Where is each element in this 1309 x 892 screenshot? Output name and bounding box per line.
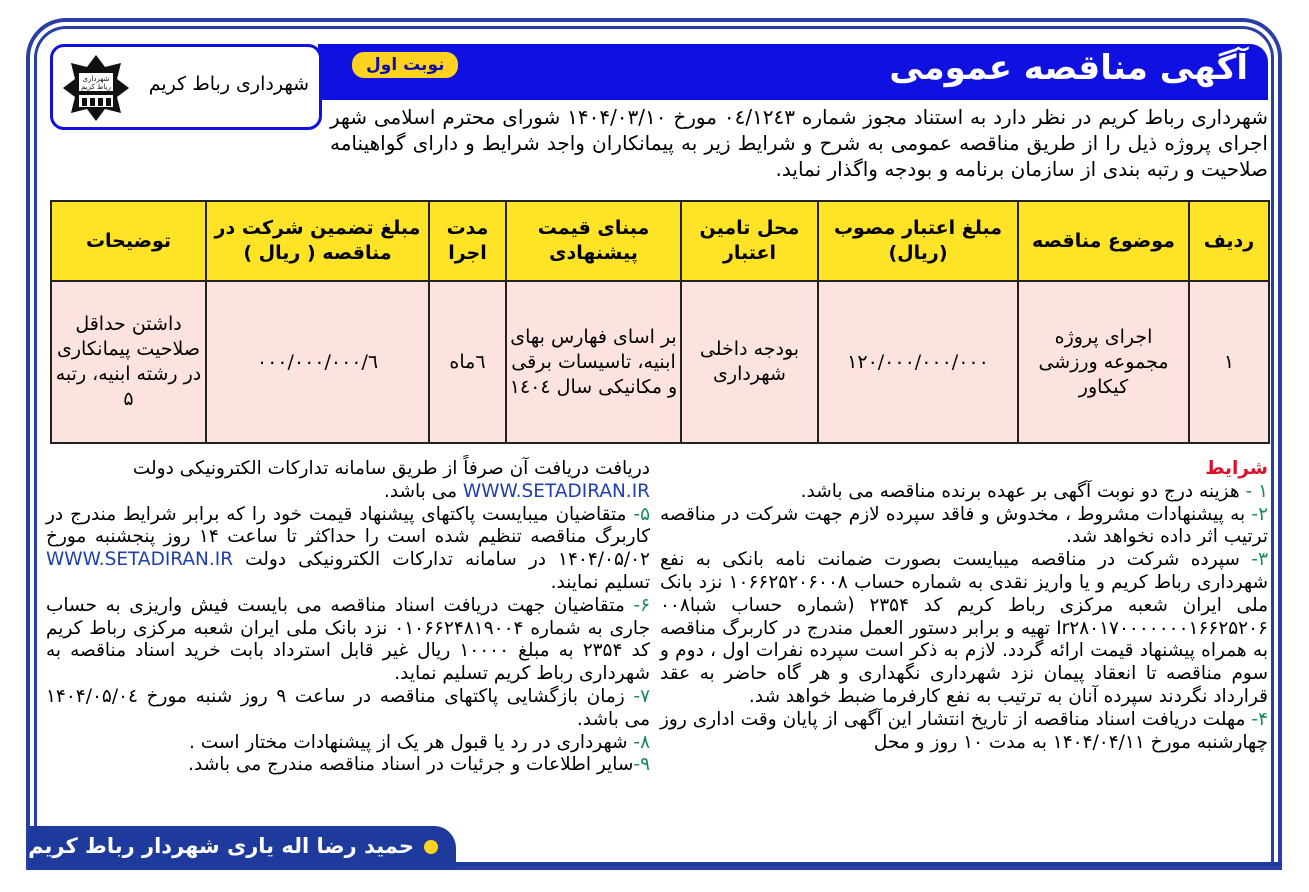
cell-budget: ۱۲۰/۰۰۰/۰۰۰/۰۰۰ <box>818 281 1018 443</box>
footer-divider <box>456 862 1282 866</box>
cell-guarantee: ٦/۰۰۰/۰۰۰/۰۰۰ <box>206 281 429 443</box>
condition-item: ۳- سپرده شرکت در مناقصه میبایست بصورت ضمانت نامه بانکی به نفع شهرداری رباط کریم و یا واریز نقدی به شماره حساب ۱۰۶۶۲۵۲۰۶۰۰۸ نزد بانک ملی ایران شعبه مرکزی رباط کریم کد ۲۳۵۴ (شماره حساب شبا۰۰۸ Ir۲۸۰۱۷۰۰۰۰۰۰۰۱۶۶۲۵۲۰۶ تهیه و برابر دستور العمل مندرج در کاربرگ مناقصه به همراه پیشنهاد قیمت ارائه گردد. لازم به ذکر است سپرده نفرات اول ، دوم و سوم مناقصه تا انعقاد پیمان نزد شهرداری نگهداری و هر گاه حاضر به عقد قرارداد نگردند سپرده آنان به ترتیب به نفع کارفرما ضبط خواهد شد. <box>660 549 1268 707</box>
signature-bar <box>28 826 456 870</box>
intro-paragraph: شهرداری رباط کریم در نظر دارد به استناد مجوز شماره ۰٤/۱۲٤۳ مورخ ۱۴۰۴/۰۳/۱۰ شورای محترم اسلامی شهر اجرای پروژه ذیل را از طریق مناقصه عمومی به شرح و شرایط زیر به پیمانکاران واجد شرایط و دارای گواهینامه صلاحیت و رتبه بندی از سازمان برنامه و بودجه واگذار نماید. <box>330 105 1269 181</box>
header-funding-source: محل تامین اعتبار <box>681 201 818 281</box>
cell-subject: اجرای پروژه مجموعه ورزشی کیکاور <box>1018 281 1189 443</box>
organization-box <box>50 44 322 130</box>
header-row-number: ردیف <box>1189 201 1269 281</box>
signature: حمید رضا اله یاری شهردار رباط کریم <box>28 834 414 858</box>
condition-item: ۵- متقاضیان میبایست پاکتهای پیشنهاد قیمت خود را که برابر شرایط مندرج در کاربرگ مناقصه تنظیم شده است را حداکثر تا ساعت ۱۴ روز پنجشنبه مورخ ۱۴۰۴/۰۵/۰۲ در سامانه تدارکات الکترونیکی دولت WWW.SETADIRAN.IR تسلیم نمایند. <box>46 503 651 593</box>
table-row <box>51 281 1269 443</box>
setadiran-link[interactable]: WWW.SETADIRAN.IR <box>46 549 234 571</box>
condition-item: ۴- مهلت دریافت اسناد مناقصه از تاریخ انتشار این آگهی از پایان وقت اداری روز چهارشنبه مورخ ۱۴۰۴/۰۴/۱۱ به مدت ۱۰ روز و محل <box>660 708 1268 753</box>
condition-item: ۹-سایر اطلاعات و جرئیات در اسناد مناقصه مندرج می باشد. <box>188 754 650 776</box>
condition-item-4-continued: دریافت دریافت آن صرفاً از طریق سامانه تدارکات الکترونیکی دولت WWW.SETADIRAN.IR می باشد. <box>132 458 650 502</box>
setadiran-link[interactable]: WWW.SETADIRAN.IR <box>462 480 650 502</box>
condition-item: ۲- به پیشنهادات مشروط ، مخدوش و فاقد سپرده لازم جهت شرکت در مناقصه ترتیب اثر داده نخواهد شد. <box>660 503 1268 548</box>
cell-row-number: ۱ <box>1189 281 1269 443</box>
title-bar <box>318 44 1268 100</box>
conditions-title: شرایط <box>1205 458 1268 479</box>
conditions-left-column <box>46 458 650 777</box>
cell-duration: ٦ماه <box>429 281 506 443</box>
municipality-logo-icon <box>61 53 131 123</box>
header-notes: توضیحات <box>51 201 206 281</box>
organization-name: شهرداری رباط کریم <box>148 73 309 95</box>
svg-text:رباط کریم: رباط کریم <box>81 83 111 91</box>
conditions-right-column <box>660 458 1268 754</box>
condition-item: ۷- زمان بازگشایی پاکتهای مناقصه در ساعت ۹ روز شنبه مورخ ۱۴۰۴/۰۵/۰٤ می باشد. <box>46 685 650 730</box>
cell-price-basis: بر اسای فهارس بهای ابنیه، تاسیسات برقی و مکانیکی سال ۱٤۰٤ <box>506 281 681 443</box>
header-price-basis: مبنای قیمت پیشنهادی <box>506 201 681 281</box>
cell-funding-source: بودجه داخلی شهرداری <box>681 281 818 443</box>
condition-item: ۱ - هزینه درج دو نوبت آگهی بر عهده برنده مناقصه می باشد. <box>800 480 1268 502</box>
condition-item: ۸- شهرداری در رد یا قبول هر یک از پیشنهادات مختار است . <box>189 731 650 753</box>
edition-badge: نوبت اول <box>352 52 458 78</box>
cell-notes: داشتن حداقل صلاحیت پیمانکاری در رشته ابنیه، رتبه ۵ <box>51 281 206 443</box>
tender-table <box>50 200 1270 444</box>
bullet-icon <box>424 840 438 854</box>
header-duration: مدت اجرا <box>429 201 506 281</box>
table-header-row <box>51 201 1269 281</box>
page-title: آگهی مناقصه عمومی <box>889 48 1248 88</box>
condition-item: ۶- متقاضیان جهت دریافت اسناد مناقصه می بایست فیش واریزی به حساب جاری به شماره ۰۱۰۶۶۲۴۸۱۹۰۰۴ نزد بانک ملی ایران شعبه مرکزی رباط کریم کد ۲۳۵۴ به مبلغ ۱۰۰۰۰ ریال غیر قابل استرداد بابت خرید اسناد مناقصه به شهرداری رباط کریم تسلیم نماید. <box>46 594 651 685</box>
header-budget: مبلغ اعتبار مصوب (ریال) <box>818 201 1018 281</box>
header-subject: موضوع مناقصه <box>1018 201 1189 281</box>
svg-text:شهرداری: شهرداری <box>82 75 110 83</box>
header-guarantee: مبلغ تضمین شرکت در مناقصه ( ریال ) <box>206 201 429 281</box>
